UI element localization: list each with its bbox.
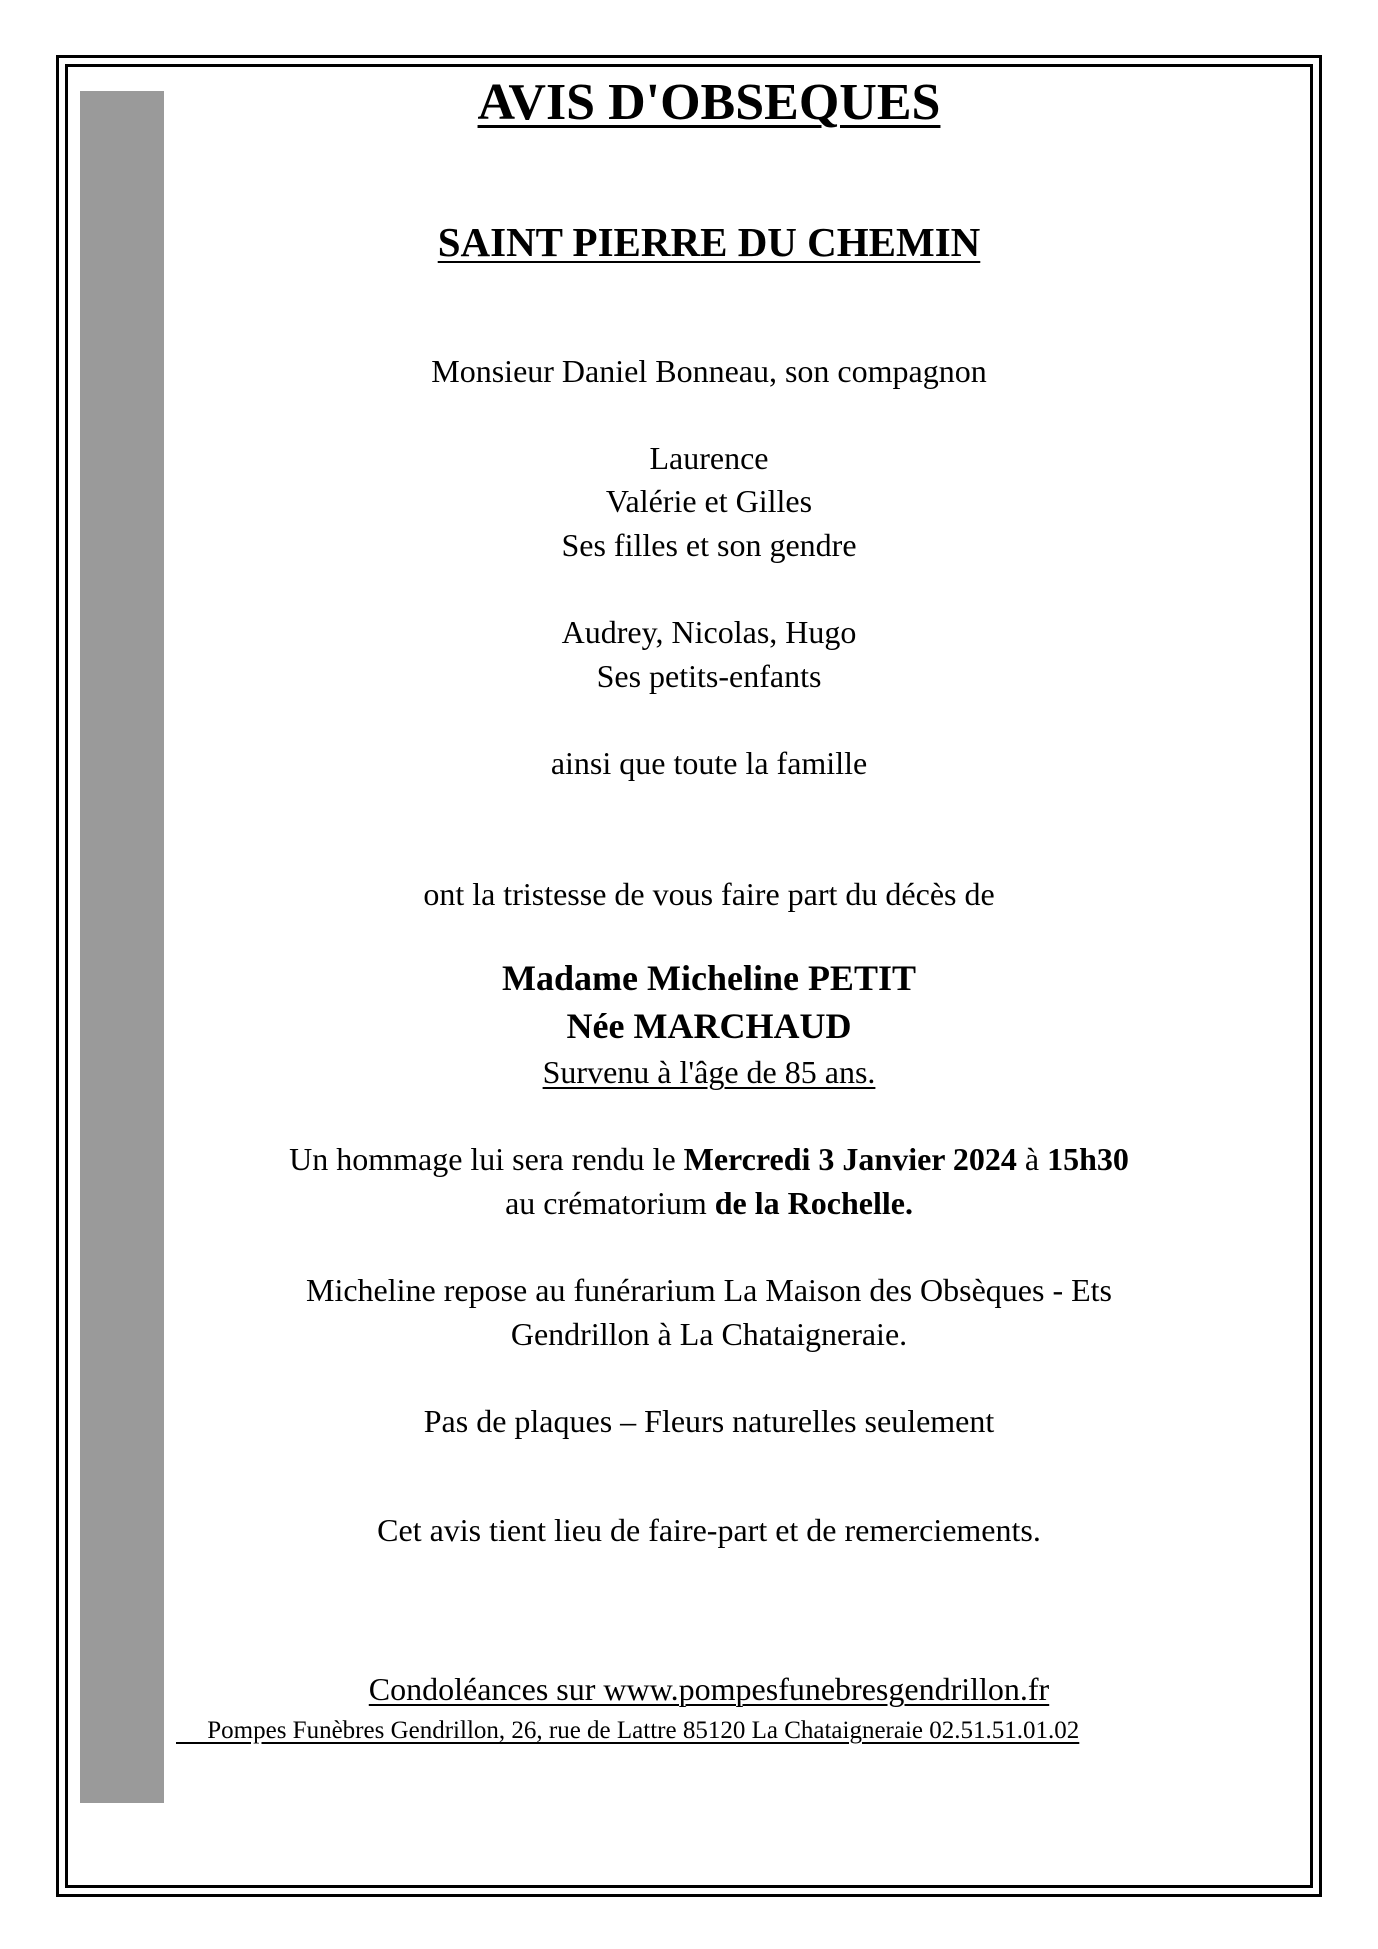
thanks-line: Cet avis tient lieu de faire-part et de remerciements. bbox=[377, 1512, 1041, 1548]
gray-side-bar bbox=[80, 91, 164, 1803]
tribute-time: 15h30 bbox=[1047, 1141, 1129, 1177]
grandchildren-relation: Ses petits-enfants bbox=[596, 658, 822, 694]
tribute-at: à bbox=[1016, 1141, 1048, 1177]
funeral-home-address: Pompes Funèbres Gendrillon, 26, rue de Lattre 85120 La Chataigneraie 02.51.51.01.02 bbox=[176, 1717, 1080, 1744]
daughter-name-1: Laurence bbox=[649, 440, 769, 476]
tribute-place: de la Rochelle. bbox=[714, 1185, 913, 1221]
age-line: Survenu à l'âge de 85 ans. bbox=[542, 1054, 876, 1090]
deceased-name: Madame Micheline PETIT bbox=[502, 958, 916, 998]
rest-line-2: Gendrillon à La Chataigneraie. bbox=[510, 1316, 908, 1352]
tribute-date: Mercredi 3 Janvier 2024 bbox=[683, 1141, 1017, 1177]
condolences-link[interactable]: Condoléances sur www.pompesfunebresgendrillon.fr bbox=[368, 1671, 1050, 1707]
tribute-place-line bbox=[164, 1187, 1254, 1219]
flowers-line: Pas de plaques – Fleurs naturelles seulement bbox=[423, 1403, 995, 1439]
tribute-prefix: Un hommage lui sera rendu le bbox=[289, 1141, 684, 1177]
maiden-name: Née MARCHAUD bbox=[566, 1006, 852, 1046]
daughter-name-2: Valérie et Gilles bbox=[605, 483, 813, 519]
notice-content bbox=[164, 0, 1254, 1949]
family-line: ainsi que toute la famille bbox=[550, 745, 868, 781]
daughters-relation: Ses filles et son gendre bbox=[561, 527, 857, 563]
town-heading: SAINT PIERRE DU CHEMIN bbox=[437, 219, 981, 265]
tribute-place-prefix: au crématorium bbox=[505, 1185, 715, 1221]
companion-line: Monsieur Daniel Bonneau, son compagnon bbox=[431, 353, 987, 389]
notice-title: AVIS D'OBSEQUES bbox=[477, 74, 941, 131]
rest-line-1: Micheline repose au funérarium La Maison des Obsèques - Ets bbox=[306, 1272, 1112, 1308]
grandchildren-names: Audrey, Nicolas, Hugo bbox=[561, 614, 857, 650]
announcement-line: ont la tristesse de vous faire part du décès de bbox=[423, 876, 995, 912]
tribute-line bbox=[164, 1143, 1254, 1175]
